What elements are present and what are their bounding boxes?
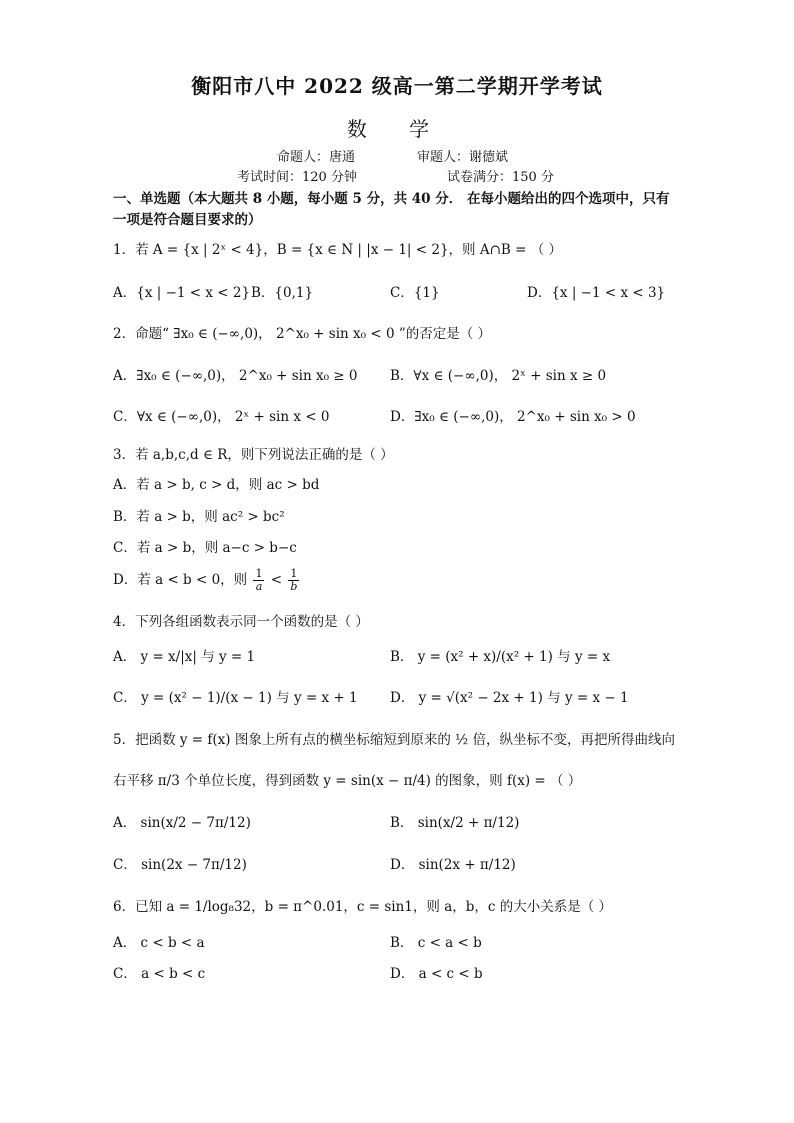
question-3-option-b: B．若 a > b，则 ac² > bc² xyxy=(113,509,285,525)
fraction-1-over-b: $\frac{1}{b}$ xyxy=(290,567,298,594)
question-5-stem: 5．把函数 y = f(x) 图象上所有点的横坐标缩短到原来的 ½ 倍，纵坐标不变，再把所得曲线向 xyxy=(113,732,676,748)
question-4-option-b: B． y = (x² + x)/(x² + 1) 与 y = x xyxy=(390,649,611,665)
question-1-stem: 1．若 A = {x | 2ˣ < 4}，B = {x ∈ N | |x − 1| < 2}，则 A∩B = （ ） xyxy=(113,242,563,258)
score-label: 试卷满分：150 分 xyxy=(447,170,554,185)
question-3-option-d-text: D．若 a < b < 0，则 xyxy=(113,572,248,589)
question-5-option-c: C． sin(2x − 7π/12) xyxy=(113,857,247,873)
question-4-option-c: C． y = (x² − 1)/(x − 1) 与 y = x + 1 xyxy=(113,690,358,706)
question-2-stem: 2．命题“ ∃x₀ ∈ (−∞,0)， 2^x₀ + sin x₀ < 0 ”的否定是（ ） xyxy=(113,326,492,342)
question-5-stem-cont: 右平移 π/3 个单位长度，得到函数 y = sin(x − π/4) 的图象，则 f(x) = （ ） xyxy=(113,773,582,789)
section-heading: 一、单选题（本大题共 8 小题，每小题 5 分，共 40 分． 在每小题给出的四个选项中，只有 xyxy=(113,191,670,207)
question-2-option-a: A．∃x₀ ∈ (−∞,0)， 2^x₀ + sin x₀ ≥ 0 xyxy=(113,368,358,384)
question-3-stem: 3．若 a,b,c,d ∈ R，则下列说法正确的是（ ） xyxy=(113,447,394,463)
question-1-option-c: C．{1} xyxy=(390,285,440,301)
question-3-option-a: A．若 a > b, c > d，则 ac > bd xyxy=(113,477,320,493)
question-1-option-b: B．{0,1} xyxy=(251,285,314,301)
exam-title: 衡阳市八中 2022 级高一第二学期开学考试 xyxy=(191,74,603,98)
question-3-option-c: C．若 a > b，则 a−c > b−c xyxy=(113,540,297,556)
question-2-option-b: B．∀x ∈ (−∞,0)， 2ˣ + sin x ≥ 0 xyxy=(390,368,607,384)
question-6-stem: 6．已知 a = 1/log₈32，b = π^0.01，c = sin1，则 a，b，c 的大小关系是（ ） xyxy=(113,899,613,915)
question-5-option-a: A． sin(x/2 − 7π/12) xyxy=(113,815,251,831)
question-1-option-d: D．{x | −1 < x < 3} xyxy=(527,285,666,301)
reviewer-label: 审题人：谢德斌 xyxy=(417,150,509,165)
question-5-option-b: B． sin(x/2 + π/12) xyxy=(390,815,520,831)
question-6-option-d: D． a < c < b xyxy=(390,966,483,982)
fraction-1-over-a: $\frac{1}{a}$ xyxy=(255,567,263,594)
question-3-option-d xyxy=(113,568,301,593)
question-2-option-d: D．∃x₀ ∈ (−∞,0)， 2^x₀ + sin x₀ > 0 xyxy=(390,409,636,425)
section-heading-cont: 一项是符合题目要求的） xyxy=(113,212,262,228)
question-2-option-c: C．∀x ∈ (−∞,0)， 2ˣ + sin x < 0 xyxy=(113,409,330,425)
question-5-option-d: D． sin(2x + π/12) xyxy=(390,857,516,873)
less-than-sign: < xyxy=(270,572,283,589)
question-1-option-a: A．{x | −1 < x < 2} xyxy=(113,285,251,301)
question-6-option-b: B． c < a < b xyxy=(390,935,482,951)
exam-subject: 数 学 xyxy=(346,117,448,141)
question-4-option-d: D． y = √(x² − 2x + 1) 与 y = x − 1 xyxy=(390,690,629,706)
question-6-option-a: A． c < b < a xyxy=(113,935,205,951)
question-6-option-c: C． a < b < c xyxy=(113,966,206,982)
question-4-stem: 4．下列各组函数表示同一个函数的是（ ） xyxy=(113,614,369,630)
author-label: 命题人：唐通 xyxy=(277,150,356,165)
time-label: 考试时间：120 分钟 xyxy=(237,170,357,185)
question-4-option-a: A． y = x/|x| 与 y = 1 xyxy=(113,649,256,665)
